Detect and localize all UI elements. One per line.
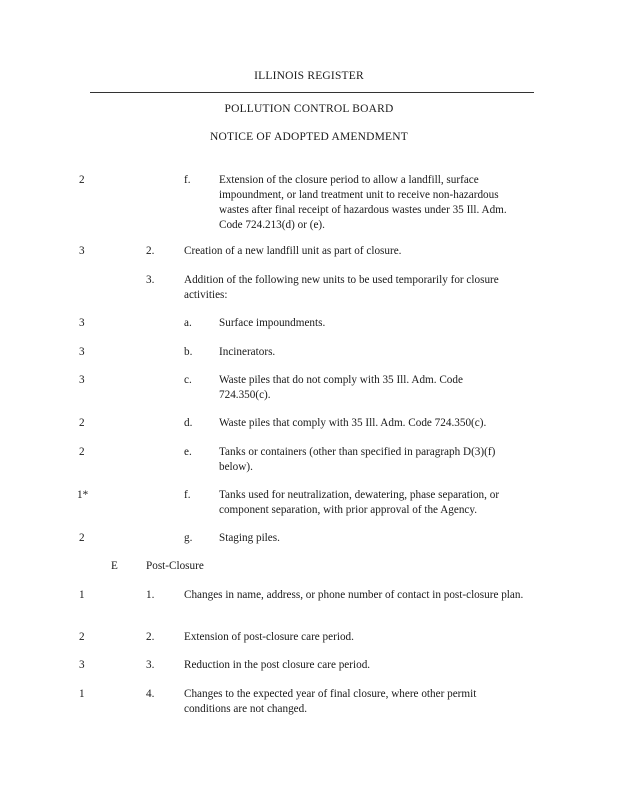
entry-num: 1*	[77, 489, 89, 501]
entry-text: Changes to the expected year of final closure, where other permit conditions are not changed.	[184, 688, 477, 715]
entry-text: Tanks or containers (other than specified in paragraph D(3)(f) below).	[219, 446, 496, 473]
board-title: POLLUTION CONTROL BOARD	[224, 103, 394, 115]
entry-num: 3	[79, 245, 85, 257]
entry-marker: 3.	[146, 659, 155, 671]
entry-text: Addition of the following new units to be used temporarily for closure activities:	[184, 274, 499, 301]
entry-marker: g.	[184, 532, 193, 544]
notice-title: NOTICE OF ADOPTED AMENDMENT	[209, 131, 409, 143]
entry-marker: e.	[184, 446, 192, 458]
entry-marker: 1.	[146, 589, 155, 601]
entry-text: Reduction in the post closure care period.	[184, 659, 371, 671]
entry-text: Extension of the closure period to allow a landfill, surface impoundment, or land treatment unit to receive non-hazardous wastes after final receipt of hazardous wastes under 35 Ill. Adm. Code 724.213(d) or (e).	[219, 174, 507, 231]
section-heading: Post-Closure	[146, 560, 204, 572]
entry-text: Waste piles that do not comply with 35 Ill. Adm. Code 724.350(c).	[219, 374, 463, 401]
entry-text: Staging piles.	[219, 532, 280, 544]
entry-num: 1	[79, 688, 85, 700]
entry-marker: 2.	[146, 631, 155, 643]
section-marker: E	[111, 560, 118, 572]
entry-marker: d.	[184, 417, 193, 429]
entry-num: 2	[79, 417, 85, 429]
entry-text: Extension of post-closure care period.	[184, 631, 354, 643]
entry-text: Surface impoundments.	[219, 317, 326, 329]
entry-marker: 2.	[146, 245, 155, 257]
entry-marker: f.	[184, 174, 191, 186]
entry-num: 3	[79, 374, 85, 386]
entry-text: Tanks used for neutralization, dewatering, phase separation, or component separation, with prior approval of the Agency.	[219, 489, 500, 516]
entry-text: Changes in name, address, or phone number of contact in post-closure plan.	[184, 589, 524, 601]
entry-num: 3	[79, 346, 85, 358]
register-title: ILLINOIS REGISTER	[254, 70, 364, 82]
entry-marker: b.	[184, 346, 193, 358]
entry-text: Waste piles that comply with 35 Ill. Adm. Code 724.350(c).	[219, 417, 487, 429]
entry-num: 2	[79, 174, 85, 186]
entry-num: 2	[79, 532, 85, 544]
entry-num: 3	[79, 659, 85, 671]
entry-num: 2	[79, 631, 85, 643]
entry-marker: 3.	[146, 274, 155, 286]
entry-num: 2	[79, 446, 85, 458]
entry-marker: a.	[184, 317, 192, 329]
entry-text: Incinerators.	[219, 346, 276, 358]
header-rule	[90, 92, 534, 93]
entry-marker: c.	[184, 374, 192, 386]
entry-text: Creation of a new landfill unit as part of closure.	[184, 245, 402, 257]
entry-num: 1	[79, 589, 85, 601]
entry-num: 3	[79, 317, 85, 329]
entry-marker: 4.	[146, 688, 155, 700]
entry-marker: f.	[184, 489, 191, 501]
